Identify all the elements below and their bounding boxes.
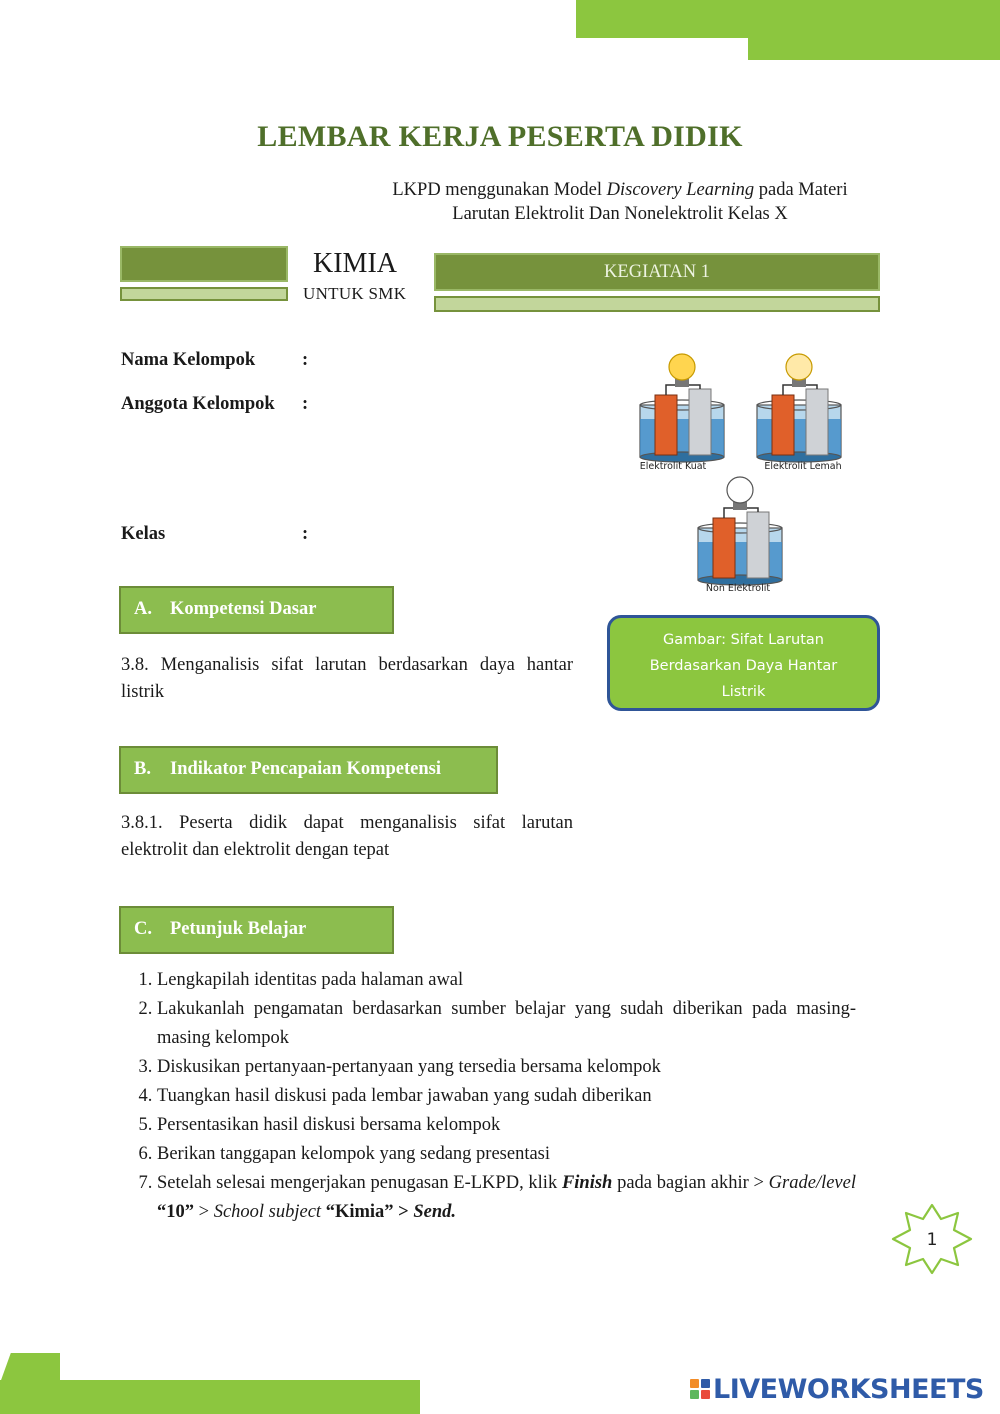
field-label-kelas: Kelas xyxy=(121,524,166,544)
instruction-list xyxy=(120,966,856,1227)
subtitle-model: Discovery Learning xyxy=(606,180,755,200)
figure-caption xyxy=(607,615,880,711)
finish-keyword: Finish xyxy=(561,1173,613,1193)
label-elektrolit-lemah: Elektrolit Lemah xyxy=(764,461,842,472)
label-non-elektrolit: Non Elektrolit xyxy=(705,583,771,594)
bottom-decor-bar xyxy=(0,1380,420,1414)
page-number-star xyxy=(890,1202,974,1276)
caption-line: Berdasarkan Daya Hantar xyxy=(649,658,838,674)
section-title: Petunjuk Belajar xyxy=(170,919,307,939)
activity-banner: KEGIATAN 1 xyxy=(434,253,880,291)
liveworksheets-logo xyxy=(690,1372,984,1406)
section-header-petunjuk xyxy=(119,906,394,954)
instruction7-text: Setelah selesai mengerjakan penugasan E-LKPD, klik xyxy=(157,1173,562,1193)
instruction7-text: pada bagian akhir > xyxy=(612,1173,769,1193)
subtitle-suffix: pada Materi xyxy=(754,180,848,200)
page-title: LEMBAR KERJA PESERTA DIDIK xyxy=(257,120,743,153)
indikator-text: 3.8.1. Peserta didik dapat menganalisis sifat larutan elektrolit dan elektrolit dengan tepat xyxy=(121,813,573,860)
section-number: C. xyxy=(134,919,152,939)
subject-title: KIMIA xyxy=(313,248,397,279)
field-colon: : xyxy=(302,350,309,370)
instruction7-text: > xyxy=(198,1202,214,1222)
list-item xyxy=(157,1169,856,1227)
list-item: 2. Lakukanlah pengamatan berdasarkan sumber belajar yang sudah diberikan pada masing-masing kelompok xyxy=(157,995,856,1053)
field-label-anggota-kelompok: Anggota Kelompok xyxy=(121,394,275,414)
subject-value: “Kimia” > xyxy=(321,1202,414,1222)
section-title: Indikator Pencapaian Kompetensi xyxy=(170,759,442,779)
send-keyword: Send. xyxy=(413,1202,456,1222)
field-label-nama-kelompok: Nama Kelompok xyxy=(121,350,256,370)
section-number: B. xyxy=(134,759,151,779)
kelas-input[interactable] xyxy=(320,519,590,551)
field-colon: : xyxy=(302,524,309,544)
subject-subtitle: UNTUK SMK xyxy=(303,284,407,303)
list-item: 6. Berikan tanggapan kelompok yang sedang presentasi xyxy=(157,1140,856,1169)
subtitle-prefix: LKPD menggunakan Model xyxy=(392,180,607,200)
label-elektrolit-kuat: Elektrolit Kuat xyxy=(639,461,707,472)
kompetensi-dasar-text: 3.8. Menganalisis sifat larutan berdasarkan daya hantar listrik xyxy=(121,655,573,702)
subject-banner-block xyxy=(120,246,288,282)
anggota-kelompok-input[interactable] xyxy=(320,390,590,510)
list-item: 1. Lengkapilah identitas pada halaman awal xyxy=(157,966,856,995)
list-item: 4. Tuangkan hasil diskusi pada lembar jawaban yang sudah diberikan xyxy=(157,1082,856,1111)
field-colon: : xyxy=(302,394,309,414)
top-decor-bar xyxy=(576,0,1000,38)
grade-value: “10” xyxy=(157,1202,199,1222)
caption-line: Gambar: Sifat Larutan xyxy=(663,632,824,648)
subject-label: School subject xyxy=(213,1202,322,1222)
top-decor-bar-lower xyxy=(748,38,1000,60)
subtitle-line2: Larutan Elektrolit Dan Nonelektrolit Kelas X xyxy=(452,204,788,224)
nama-kelompok-input[interactable] xyxy=(320,345,590,377)
electrolyte-illustration xyxy=(615,345,865,603)
bottom-decor-tip xyxy=(0,1353,60,1383)
subject-banner-strip xyxy=(120,287,288,301)
liveworksheets-wordmark: LIVEWORKSHEETS xyxy=(713,1373,984,1405)
section-number: A. xyxy=(134,599,152,619)
page-subtitle xyxy=(360,178,880,226)
list-item: 5. Persentasikan hasil diskusi bersama kelompok xyxy=(157,1111,856,1140)
caption-line: Listrik xyxy=(721,684,766,700)
page-number: 1 xyxy=(926,1230,938,1250)
section-header-kompetensi-dasar xyxy=(119,586,394,634)
list-item: 3. Diskusikan pertanyaan-pertanyaan yang tersedia bersama kelompok xyxy=(157,1053,856,1082)
section-header-indikator xyxy=(119,746,498,794)
section-title: Kompetensi Dasar xyxy=(170,599,317,619)
liveworksheets-icon xyxy=(690,1379,710,1399)
activity-banner-strip xyxy=(434,296,880,312)
grade-label: Grade/level xyxy=(768,1173,856,1193)
